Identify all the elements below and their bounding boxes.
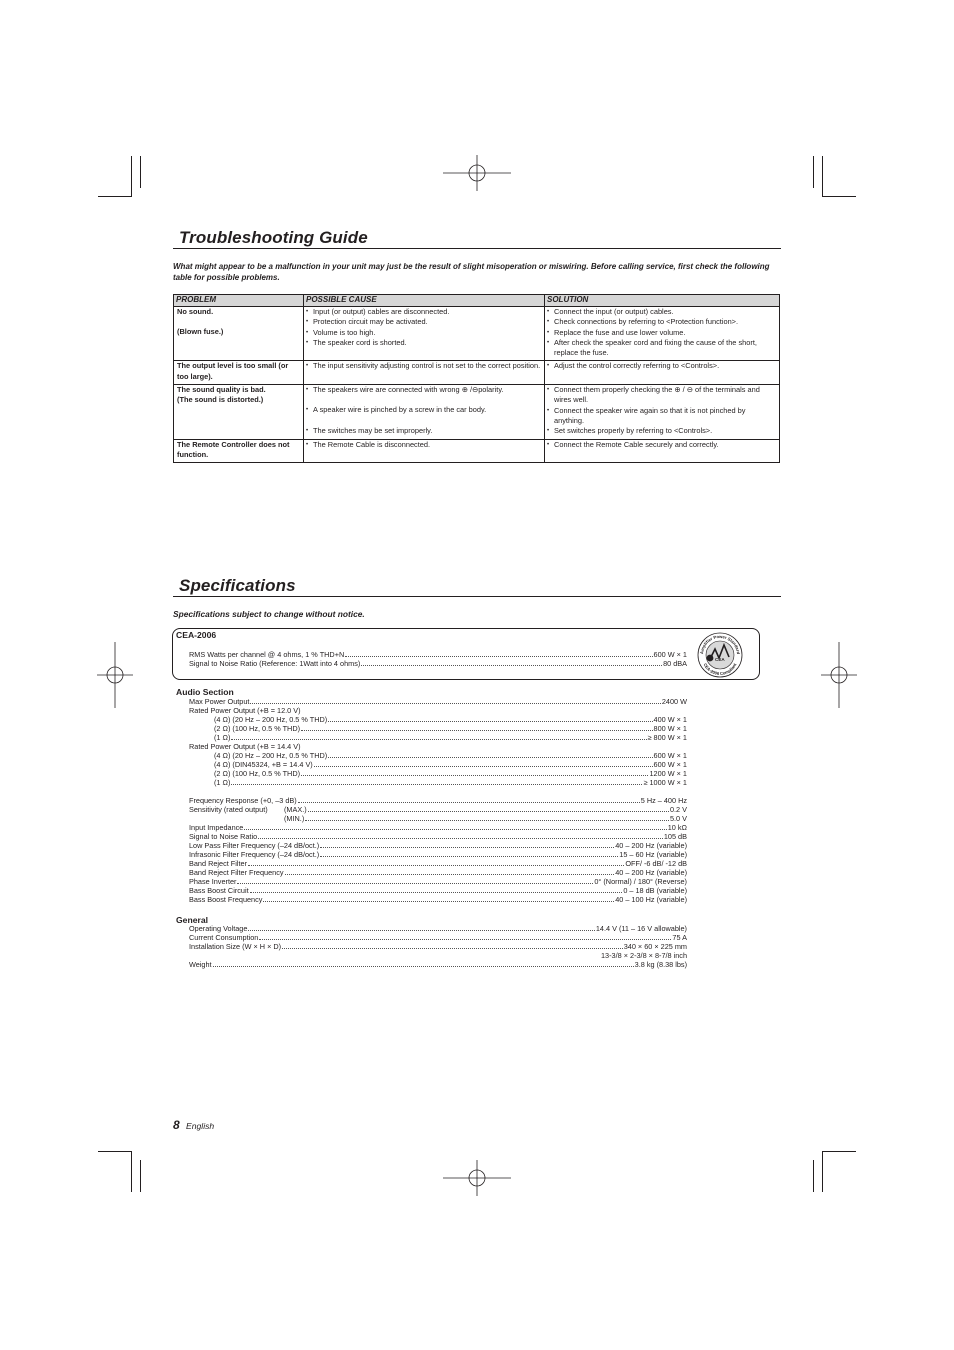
registration-mark-right <box>821 642 857 708</box>
registration-mark-top <box>443 155 511 191</box>
spec-row-installation-size <box>189 942 687 951</box>
dot-leader <box>282 948 623 949</box>
cause-item: • A speaker wire is pinched by a screw in the car body. <box>306 405 542 415</box>
spec-value: OFF/ -6 dB/ -12 dB <box>625 859 687 868</box>
dot-leader <box>244 829 666 830</box>
cause-cell <box>304 385 545 439</box>
dot-leader <box>305 820 669 821</box>
spec-value: 75 A <box>672 933 687 942</box>
spec-row-rated-14v <box>214 769 687 778</box>
column-header-possible-cause: POSSIBLE CAUSE <box>304 295 545 307</box>
spec-row-rated-12v <box>214 724 687 733</box>
spec-value: 600 W × 1 <box>653 751 687 760</box>
spec-value: 800 W × 1 <box>653 724 687 733</box>
spec-label: Frequency Response (+0, –3 dB) <box>189 796 297 805</box>
spec-label: Rated Power Output (+B = 12.0 V) <box>189 706 301 715</box>
dot-leader <box>320 856 618 857</box>
spec-row-low-pass-filter <box>189 841 687 850</box>
spec-row-cea-snr <box>189 659 687 668</box>
table-row <box>174 439 780 463</box>
spec-row-rated-14v <box>214 751 687 760</box>
spec-row-current-consumption <box>189 933 687 942</box>
dot-leader <box>301 730 653 731</box>
spec-row-rated-14v <box>214 760 687 769</box>
cause-item: • The switches may be set improperly. <box>306 426 542 436</box>
sensitivity-max-label: (MAX.) <box>284 805 307 814</box>
spec-row-installation-size-inch <box>189 951 687 960</box>
spec-row-rated-14v <box>214 778 687 787</box>
page-number: 8 <box>173 1118 180 1132</box>
spec-label: Weight <box>189 960 212 969</box>
dot-leader <box>231 739 646 740</box>
cause-item: • The speakers wire are connected with wrong ⊕ /⊖polarity. <box>306 385 542 395</box>
spec-value: 400 W × 1 <box>653 715 687 724</box>
dot-leader <box>298 802 640 803</box>
dot-leader <box>308 811 669 812</box>
spec-row-band-reject-frequency <box>189 868 687 877</box>
solution-cell <box>545 385 780 439</box>
solution-cell <box>545 307 780 361</box>
solution-item: • Connect the speaker wire again so that it is not pinched by anything. <box>547 406 777 427</box>
table-row <box>174 385 780 439</box>
spec-label: Max Power Output <box>189 697 250 706</box>
spec-label: Signal to Noise Ratio (Reference: 1Watt into 4 ohms) <box>189 659 361 668</box>
dot-leader <box>231 784 642 785</box>
dot-leader <box>213 966 634 967</box>
spec-row-rated-12v <box>214 715 687 724</box>
spec-row-sensitivity-min <box>189 814 687 823</box>
specifications-note: Specifications subject to change without notice. <box>173 609 365 619</box>
spec-label: (2 Ω) (100 Hz, 0.5 % THD) <box>214 724 301 733</box>
dot-leader <box>314 766 653 767</box>
spec-row-rated-14v-heading <box>189 742 687 751</box>
spec-value: 1200 W × 1 <box>649 769 687 778</box>
spec-label: Operating Voltage <box>189 924 248 933</box>
spec-row-bass-boost-circuit <box>189 886 687 895</box>
table-row <box>174 307 780 361</box>
cause-spacer <box>306 416 542 426</box>
problem-text: (The sound is distorted.) <box>177 395 264 405</box>
spec-row-bass-boost-frequency <box>189 895 687 904</box>
spec-label: Rated Power Output (+B = 14.4 V) <box>189 742 301 751</box>
solution-item: • Replace the fuse and use lower volume. <box>547 328 777 338</box>
spec-row-snr <box>189 832 687 841</box>
cause-item: • Input (or output) cables are disconnected. <box>306 307 542 317</box>
cause-item: • The speaker cord is shorted. <box>306 338 542 348</box>
spec-label: (2 Ω) (100 Hz, 0.5 % THD) <box>214 769 301 778</box>
dot-leader <box>248 865 624 866</box>
spec-label: (4 Ω) (DIN45324, +B = 14.4 V) <box>214 760 313 769</box>
solution-item: • Connect the input (or output) cables. <box>547 307 777 317</box>
spec-label: Bass Boost Frequency <box>189 895 263 904</box>
dot-leader <box>259 939 671 940</box>
solution-cell <box>545 361 780 385</box>
general-heading: General <box>176 915 209 925</box>
spec-value: 40 – 200 Hz (variable) <box>615 841 687 850</box>
spec-label: Current Consumption <box>189 933 259 942</box>
spec-label <box>189 814 304 823</box>
spec-label: Phase Inverter <box>189 877 237 886</box>
spec-label: (4 Ω) (20 Hz – 200 Hz, 0.5 % THD) <box>214 715 328 724</box>
dot-leader <box>258 838 663 839</box>
spec-label: Infrasonic Filter Frequency (–24 dB/oct.) <box>189 850 320 859</box>
svg-text:Amplifier Power Standard: Amplifier Power Standard <box>698 633 742 655</box>
cause-cell <box>304 307 545 361</box>
troubleshooting-title-rule <box>173 248 781 249</box>
cause-cell <box>304 361 545 385</box>
registration-mark-left <box>97 642 133 708</box>
specifications-title-rule <box>173 596 781 597</box>
dot-leader <box>301 775 648 776</box>
cause-item: • The Remote Cable is disconnected. <box>306 440 542 450</box>
spec-label: (1 Ω) <box>214 733 231 742</box>
spec-row-infrasonic-filter <box>189 850 687 859</box>
spec-label: Band Reject Filter <box>189 859 247 868</box>
spec-label: Band Reject Filter Frequency <box>189 868 284 877</box>
spec-value: 600 W × 1 <box>653 760 687 769</box>
spec-row-max-power <box>189 697 687 706</box>
spec-label: Input Impedance <box>189 823 244 832</box>
problem-cell <box>174 385 304 439</box>
spec-value: 2400 W <box>661 697 687 706</box>
dot-leader <box>328 721 652 722</box>
spec-value: 0 – 18 dB (variable) <box>623 886 687 895</box>
spec-value: 0° (Normal) / 180° (Reverse) <box>594 877 687 886</box>
spec-row-rms-watts <box>189 650 687 659</box>
dot-leader <box>263 901 614 902</box>
spec-value: 10 kΩ <box>667 823 687 832</box>
troubleshooting-title: Troubleshooting Guide <box>179 228 368 247</box>
spec-value: 3.8 kg (8.38 lbs) <box>634 960 687 969</box>
spec-value: 40 – 200 Hz (variable) <box>615 868 687 877</box>
spec-label: Low Pass Filter Frequency (–24 dB/oct.) <box>189 841 320 850</box>
dot-leader <box>237 883 593 884</box>
problem-cell <box>174 439 304 463</box>
dot-leader <box>345 656 652 657</box>
problem-cell <box>174 361 304 385</box>
solution-item: • After check the speaker cord and fixing the cause of the short, replace the fuse. <box>547 338 777 359</box>
problem-cell <box>174 307 304 361</box>
table-header-row <box>174 295 780 307</box>
svg-text:CEA-2006 Compliant: CEA-2006 Compliant <box>702 662 738 677</box>
solution-item: • Connect them properly checking the ⊕ / ⊖ of the terminals and wires well. <box>547 385 777 406</box>
spec-value: 15 – 60 Hz (variable) <box>619 850 687 859</box>
spec-row-band-reject-filter <box>189 859 687 868</box>
registration-mark-bottom <box>443 1160 511 1196</box>
solution-item: • Adjust the control correctly referring to <Controls>. <box>547 361 777 371</box>
spec-row-frequency-response <box>189 796 687 805</box>
problem-spacer <box>177 317 301 327</box>
spec-value: 80 dBA <box>663 659 687 668</box>
spec-value: ≥ 1000 W × 1 <box>643 778 687 787</box>
troubleshooting-table <box>173 294 780 463</box>
sensitivity-min-label: (MIN.) <box>284 814 305 823</box>
solution-item: • Check connections by referring to <Protection function>. <box>547 317 777 327</box>
dot-leader <box>250 703 660 704</box>
problem-text: The sound quality is bad. <box>177 385 266 395</box>
cause-item: • The input sensitivity adjusting control is not set to the correct position. <box>306 361 542 371</box>
dot-leader <box>361 665 662 666</box>
problem-text: (Blown fuse.) <box>177 327 224 337</box>
spec-label: (1 Ω) <box>214 778 231 787</box>
spec-label: Signal to Noise Ratio <box>189 832 258 841</box>
page-language: English <box>186 1121 215 1131</box>
spec-value: 14.4 V (11 – 16 V allowable) <box>595 924 687 933</box>
spec-value: 5.0 V <box>669 814 687 823</box>
spec-label: (4 Ω) (20 Hz – 200 Hz, 0.5 % THD) <box>214 751 328 760</box>
cea-2006-compliance-seal-icon <box>696 631 744 679</box>
problem-text: No sound. <box>177 307 214 316</box>
solution-item: • Set switches properly by referring to <Controls>. <box>547 426 777 436</box>
troubleshooting-intro: What might appear to be a malfunction in your unit may just be the result of slight misoperation or miswiring. Before calling service, first check the following table for possible problems. <box>173 262 770 282</box>
spec-row-rated-12v <box>214 733 687 742</box>
dot-leader <box>285 874 615 875</box>
table-row <box>174 361 780 385</box>
spec-value: 600 W × 1 <box>653 650 687 659</box>
spec-label: RMS Watts per channel @ 4 ohms, 1 % THD+N <box>189 650 345 659</box>
dot-leader <box>250 892 623 893</box>
dot-leader <box>248 930 594 931</box>
spec-value: ≥ 800 W × 1 <box>647 733 687 742</box>
cea-2006-heading: CEA-2006 <box>176 630 217 640</box>
spec-label <box>189 805 307 814</box>
cause-spacer <box>306 395 542 405</box>
problem-text: The output level is too small (or too large). <box>177 361 289 381</box>
spec-value: 0.2 V <box>669 805 687 814</box>
audio-section-heading: Audio Section <box>176 687 234 697</box>
spec-value: 5 Hz – 400 Hz <box>640 796 687 805</box>
cause-cell <box>304 439 545 463</box>
spec-value: 105 dB <box>663 832 687 841</box>
spec-row-phase-inverter <box>189 877 687 886</box>
column-header-solution: SOLUTION <box>545 295 780 307</box>
spec-value: 40 – 100 Hz (variable) <box>615 895 687 904</box>
spec-row-rated-12v-heading <box>189 706 687 715</box>
spec-value: 340 × 60 × 225 mm <box>623 942 687 951</box>
spec-row-sensitivity-max <box>189 805 687 814</box>
problem-text: The Remote Controller does not function. <box>177 439 290 459</box>
solution-item: • Connect the Remote Cable securely and correctly. <box>547 440 777 450</box>
spec-label: Bass Boost Circuit <box>189 886 249 895</box>
dot-leader <box>328 757 652 758</box>
spec-row-operating-voltage <box>189 924 687 933</box>
spec-row-weight <box>189 960 687 969</box>
specifications-title: Specifications <box>179 576 296 595</box>
cause-item: • Volume is too high. <box>306 328 542 338</box>
spec-row-input-impedance <box>189 823 687 832</box>
sensitivity-label: Sensitivity (rated output) <box>189 805 268 814</box>
column-header-problem: PROBLEM <box>174 295 304 307</box>
cause-item: • Protection circuit may be activated. <box>306 317 542 327</box>
spec-value: 13-3/8 × 2-3/8 × 8-7/8 inch <box>601 951 687 960</box>
svg-text:CEA: CEA <box>715 657 725 662</box>
dot-leader <box>320 847 614 848</box>
solution-cell <box>545 439 780 463</box>
spec-label: Installation Size (W × H × D) <box>189 942 282 951</box>
